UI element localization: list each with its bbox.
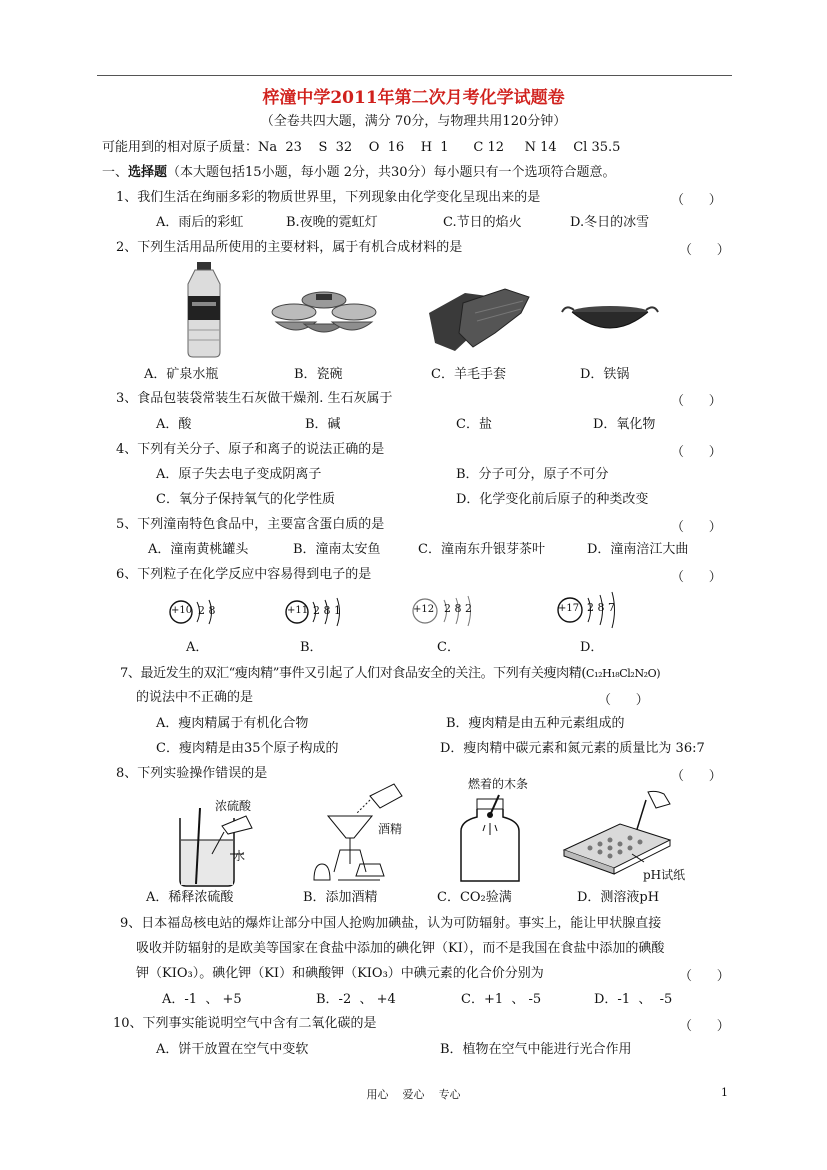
q9-stem-line1: 9、日本福岛核电站的爆炸让部分中国人抢购加碘盐，认为可防辐射。事实上，能让甲状腺直接 xyxy=(120,916,662,931)
q8-option-d: D．测溶液pH xyxy=(577,890,660,905)
nucleus-c: +12 xyxy=(413,604,435,615)
q2-option-d: D．铁锅 xyxy=(580,367,630,382)
q3-option-b: B．碱 xyxy=(305,417,341,432)
q6-answer-blank[interactable]: （ ） xyxy=(671,570,722,585)
q10-option-a: A．饼干放置在空气中变软 xyxy=(156,1042,309,1057)
q9-option-c: C．+1 、 -5 xyxy=(461,992,542,1007)
q2-option-c: C．羊毛手套 xyxy=(431,367,506,382)
q4-option-d: D．化学变化前后原子的种类改变 xyxy=(456,492,649,507)
q9-option-a: A．-1 、 +5 xyxy=(162,992,242,1007)
q4-option-b: B．分子可分，原子不可分 xyxy=(456,467,609,482)
q7-option-a: A．瘦肉精属于有机化合物 xyxy=(156,716,309,731)
q9-option-b: B．-2 、 +4 xyxy=(316,992,396,1007)
q9-stem-line3: 钾（KIO₃）。碘化钾（KI）和碘酸钾（KIO₃）中碘元素的化合价分别为 xyxy=(136,966,544,981)
q10-stem: 10、下列事实能说明空气中含有二氧化碳的是 xyxy=(113,1016,377,1031)
section-bold: 选择题 xyxy=(128,165,168,180)
section-prefix: 一、 xyxy=(102,165,129,180)
q1-stem: 1、我们生活在绚丽多彩的物质世界里，下列现象由化学变化呈现出来的是 xyxy=(116,190,541,205)
q2-stem: 2、下列生活用品所使用的主要材料，属于有机合成材料的是 xyxy=(116,240,463,255)
q1-answer-blank[interactable]: （ ） xyxy=(671,193,722,208)
dilute-acid-figure xyxy=(170,808,260,888)
label-conc-acid: 浓硫酸 xyxy=(215,799,252,813)
page-title: 梓潼中学2011年第二次月考化学试题卷 xyxy=(262,88,565,108)
nucleus-b: +11 xyxy=(287,605,309,616)
q3-option-a: A．酸 xyxy=(156,417,192,432)
footer-motto: 用心 爱心 专心 xyxy=(366,1088,461,1101)
atomic-masses: 可能用到的相对原子质量：Na 23 S 32 O 16 H 1 C 12 N 14 Cl 35.5 xyxy=(102,140,621,155)
q9-stem-line2: 吸收并防辐射的是欧美等国家在食盐中添加的碘化钾（KI），而不是我国在食盐中添加的碘酸 xyxy=(136,941,665,956)
ph-test-figure xyxy=(560,790,700,874)
nucleus-d: +17 xyxy=(558,603,580,614)
q5-option-b: B．潼南太安鱼 xyxy=(293,542,381,557)
q6-option-a: A． xyxy=(186,640,209,655)
q6-option-d: D． xyxy=(580,640,604,655)
q4-option-a: A．原子失去电子变成阴离子 xyxy=(156,467,322,482)
q8-answer-blank[interactable]: （ ） xyxy=(671,769,722,784)
section-heading xyxy=(102,164,616,182)
q7-stem-text: 7、最近发生的双汇“瘦肉精”事件又引起了人们对食品安全的关注。下列有关瘦肉精( xyxy=(120,666,587,681)
q6-stem: 6、下列粒子在化学反应中容易得到电子的是 xyxy=(116,567,372,582)
shells-a: 2 8 xyxy=(198,604,216,617)
q3-option-d: D．氧化物 xyxy=(593,417,656,432)
q1-option-b: B.夜晚的霓虹灯 xyxy=(286,215,378,230)
q7-stem-line1 xyxy=(120,665,660,683)
section-rest: （本大题包括15小题，每小题 2分，共30分）每小题只有一个选项符合题意。 xyxy=(167,165,616,180)
water-bottle-image xyxy=(180,260,228,358)
page-number: 1 xyxy=(721,1086,728,1099)
q5-stem: 5、下列潼南特色食品中，主要富含蛋白质的是 xyxy=(116,517,385,532)
q3-option-c: C．盐 xyxy=(456,417,492,432)
q9-answer-blank[interactable]: （ ） xyxy=(679,969,730,984)
label-ph-paper: pH试纸 xyxy=(643,868,686,882)
q4-stem: 4、下列有关分子、原子和离子的说法正确的是 xyxy=(116,442,385,457)
q7-option-b: B．瘦肉精是由五种元素组成的 xyxy=(446,716,625,731)
label-alcohol: 酒精 xyxy=(378,822,403,836)
shells-b: 2 8 1 xyxy=(313,604,341,617)
wool-gloves-image xyxy=(425,283,533,355)
q7-stem-line2: 的说法中不正确的是 xyxy=(136,690,254,705)
label-water: 水 xyxy=(233,849,246,863)
label-burning-stick: 燃着的木条 xyxy=(468,777,529,791)
q2-answer-blank[interactable]: （ ） xyxy=(679,243,730,258)
q10-answer-blank[interactable]: （ ） xyxy=(679,1019,730,1034)
nucleus-a: +10 xyxy=(171,605,193,616)
shells-d: 2 8 7 xyxy=(587,601,615,614)
q1-option-a: A．雨后的彩虹 xyxy=(156,215,244,230)
shells-c: 2 8 2 xyxy=(444,602,472,615)
q3-answer-blank[interactable]: （ ） xyxy=(671,394,722,409)
q4-answer-blank[interactable]: （ ） xyxy=(671,445,722,460)
porcelain-bowls-image xyxy=(270,288,378,338)
q3-stem: 3、食品包装袋常装生石灰做干燥剂. 生石灰属于 xyxy=(116,391,393,406)
q1-option-d: D.冬日的冰雪 xyxy=(570,215,650,230)
co2-check-figure xyxy=(455,795,525,887)
q8-option-c: C．CO₂验满 xyxy=(437,890,512,905)
q10-option-b: B．植物在空气中能进行光合作用 xyxy=(440,1042,632,1057)
q1-option-c: C.节日的焰火 xyxy=(443,215,522,230)
q2-option-b: B．瓷碗 xyxy=(294,367,343,382)
atom-diagram-b xyxy=(282,594,362,630)
exam-info: （全卷共四大题，满分 70分，与物理共用120分钟） xyxy=(260,114,567,129)
q7-formula: C₁₂H₁₈Cl₂N₂O) xyxy=(586,667,661,680)
q5-option-c: C．潼南东升银芽茶叶 xyxy=(418,542,545,557)
q7-answer-blank[interactable]: （ ） xyxy=(598,693,649,708)
atom-diagram-c xyxy=(410,592,490,630)
iron-wok-image xyxy=(560,300,660,340)
q6-option-c: C． xyxy=(437,640,460,655)
q9-option-d: D．-1 、 -5 xyxy=(594,992,673,1007)
q2-option-a: A．矿泉水瓶 xyxy=(144,367,219,382)
q7-option-d: D．瘦肉精中碳元素和氮元素的质量比为 36:7 xyxy=(440,741,705,756)
q6-option-b: B． xyxy=(300,640,323,655)
q7-option-c: C．瘦肉精是由35个原子构成的 xyxy=(156,741,339,756)
q8-stem: 8、下列实验操作错误的是 xyxy=(116,766,268,781)
q8-option-a: A．稀释浓硫酸 xyxy=(146,890,234,905)
header-rule xyxy=(97,75,732,76)
q8-option-b: B．添加酒精 xyxy=(303,890,378,905)
q5-option-a: A．潼南黄桃罐头 xyxy=(148,542,249,557)
atom-diagram-d xyxy=(555,590,635,630)
q4-option-c: C．氧分子保持氧气的化学性质 xyxy=(156,492,335,507)
q5-answer-blank[interactable]: （ ） xyxy=(671,520,722,535)
q5-option-d: D．潼南涪江大曲 xyxy=(587,542,689,557)
atom-diagram-a xyxy=(166,594,236,630)
